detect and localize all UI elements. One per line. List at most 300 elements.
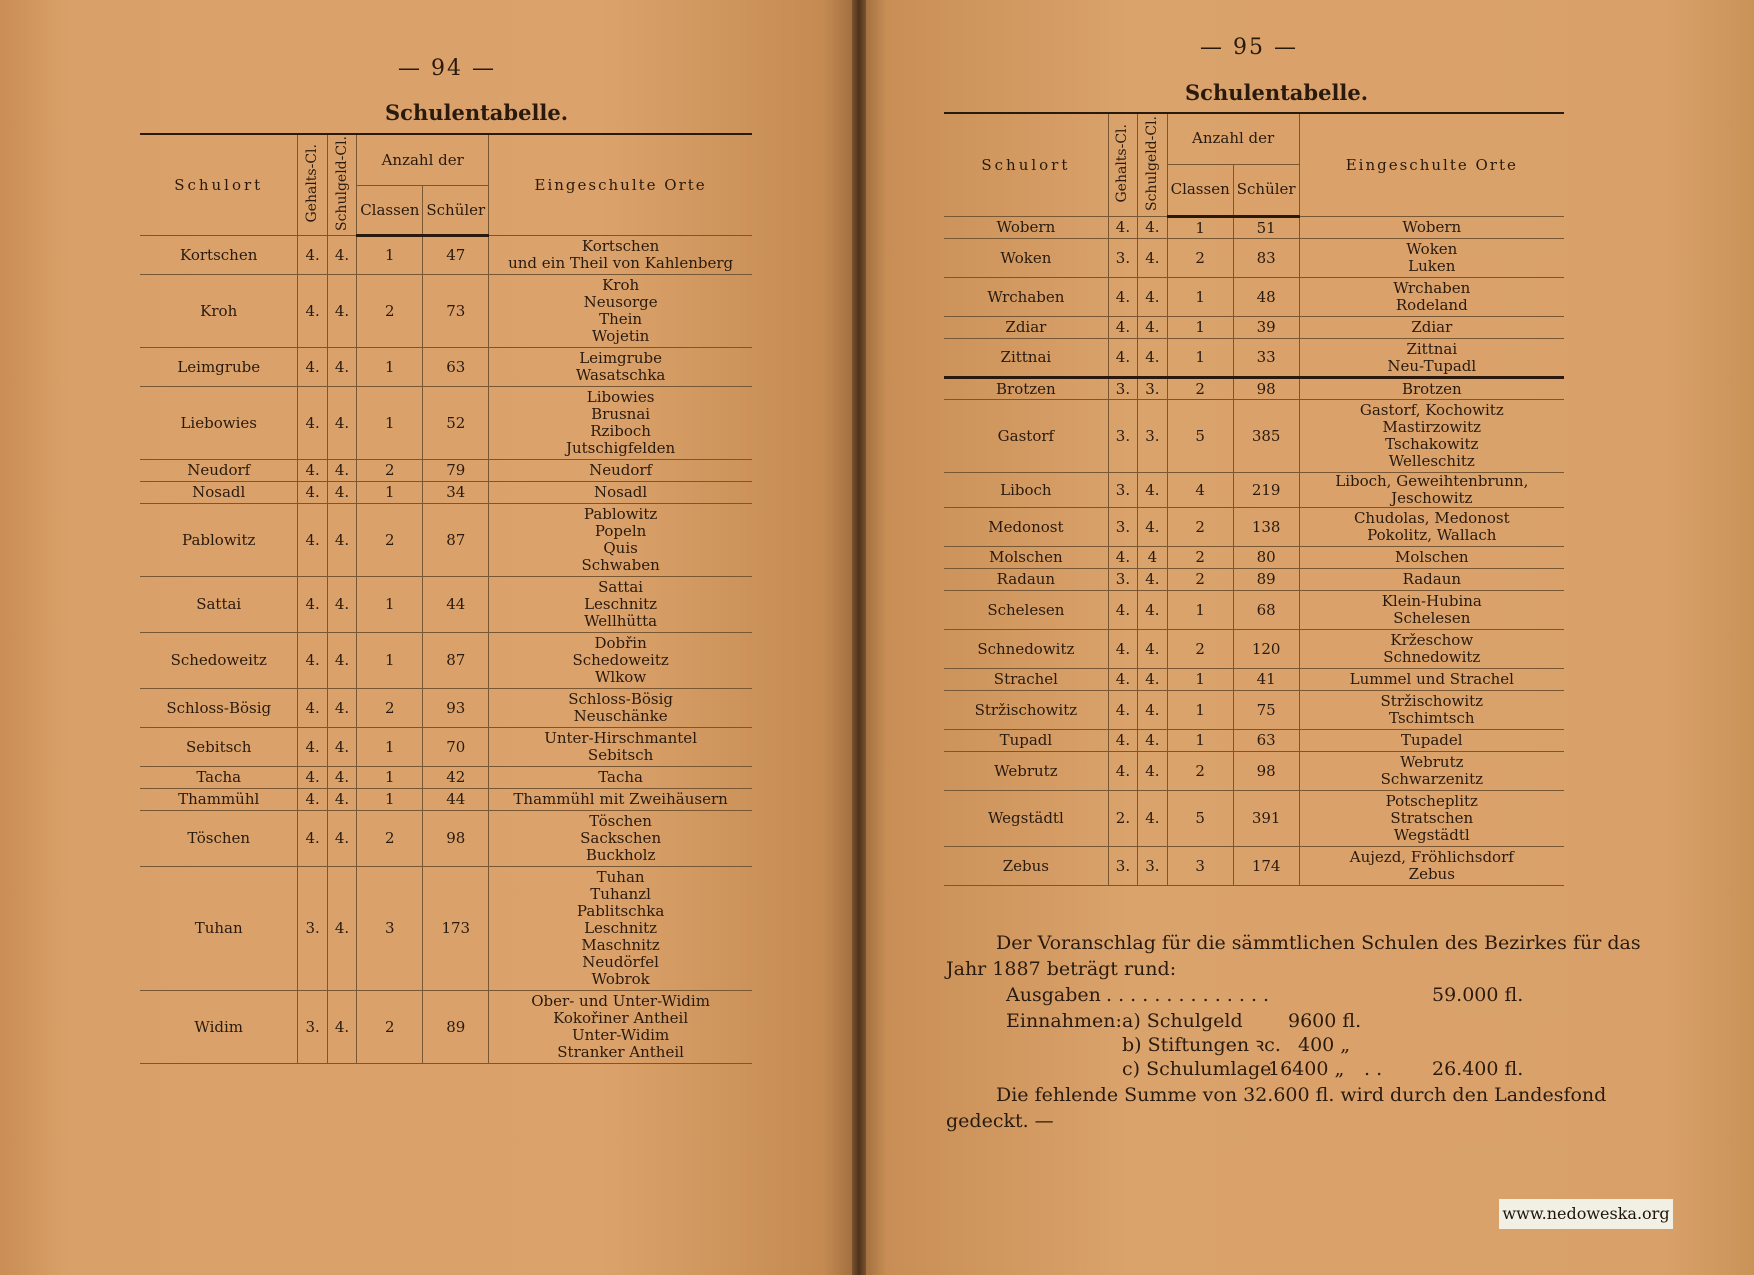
pupil-count: 98 (1233, 378, 1299, 400)
header-gehalts-cl: Gehalts-Cl. (298, 134, 327, 236)
fee-class: 4. (327, 728, 356, 767)
header-schueler: Schüler (1233, 164, 1299, 216)
pupil-count: 47 (423, 236, 489, 275)
included-place: Wasatschka (575, 366, 666, 384)
header-schulort: Schulort (944, 113, 1108, 217)
school-place: Tupadl (944, 730, 1108, 752)
fee-class: 4. (1138, 339, 1167, 378)
class-count: 1 (1167, 339, 1233, 378)
included-place: Schwaben (581, 556, 660, 574)
pupil-count: 219 (1233, 473, 1299, 508)
table-row (140, 275, 752, 348)
class-count: 4 (1167, 473, 1233, 508)
included-place: und ein Theil von Kahlenberg (508, 254, 734, 272)
table-row (944, 278, 1564, 317)
included-place: Sattai (598, 578, 644, 596)
fee-class: 4. (327, 789, 356, 811)
pupil-count: 73 (423, 275, 489, 348)
header-schulort: Schulort (140, 134, 298, 236)
included-place: Tacha (598, 768, 643, 786)
included-place: Radaun (1402, 570, 1462, 588)
pupil-count: 68 (1233, 591, 1299, 630)
pupil-count: 138 (1233, 508, 1299, 547)
salary-class: 3. (1108, 508, 1137, 547)
fee-class: 4. (1138, 317, 1167, 339)
class-count: 1 (357, 633, 423, 689)
included-place: Welleschitz (1388, 452, 1475, 470)
pupil-count: 63 (423, 348, 489, 387)
pupil-count: 80 (1233, 547, 1299, 569)
included-place: Stržischowitz (1380, 692, 1484, 710)
included-place: Kokořiner Antheil (553, 1009, 689, 1027)
school-place: Tacha (140, 767, 298, 789)
included-place: Neudörfel (582, 953, 659, 971)
table-row (140, 236, 752, 275)
class-count: 2 (1167, 752, 1233, 791)
class-count: 5 (1167, 400, 1233, 473)
salary-class: 4. (1108, 217, 1137, 239)
school-place: Schelesen (944, 591, 1108, 630)
included-place: Sebitsch (587, 746, 654, 764)
pupil-count: 44 (423, 789, 489, 811)
pupil-count: 41 (1233, 669, 1299, 691)
fee-class: 4. (327, 811, 356, 867)
expenses-value: 59.000 fl. (1432, 984, 1524, 1006)
included-places (1299, 217, 1564, 239)
salary-class: 3. (1108, 847, 1137, 886)
income-total: 26.400 fl. (1432, 1058, 1524, 1080)
fee-class: 4. (1138, 630, 1167, 669)
included-places (489, 633, 752, 689)
class-count: 1 (1167, 317, 1233, 339)
salary-class: 3. (1108, 239, 1137, 278)
pupil-count: 39 (1233, 317, 1299, 339)
included-place: Kortschen (581, 237, 660, 255)
included-place: Pablitschka (576, 902, 665, 920)
table-row (944, 217, 1564, 239)
header-anzahl-der: Anzahl der (357, 134, 489, 186)
included-places (1299, 378, 1564, 400)
table-row (140, 504, 752, 577)
fee-class: 3. (1138, 847, 1167, 886)
income-c-dots: . . (1364, 1058, 1383, 1080)
pupil-count: 89 (423, 991, 489, 1064)
salary-class: 4. (1108, 547, 1137, 569)
included-place: Stratschen (1390, 809, 1474, 827)
pupil-count: 98 (1233, 752, 1299, 791)
fee-class: 4. (1138, 669, 1167, 691)
included-place: Mastirzowitz (1382, 418, 1482, 436)
class-count: 2 (357, 275, 423, 348)
included-place: Webrutz (1400, 753, 1464, 771)
included-place: Wellhütta (584, 612, 658, 630)
included-place: Rziboch (590, 422, 651, 440)
included-place: Thein (599, 310, 643, 328)
pupil-count: 391 (1233, 791, 1299, 847)
fee-class: 4. (327, 275, 356, 348)
included-places (489, 811, 752, 867)
school-place: Töschen (140, 811, 298, 867)
school-place: Wegstädtl (944, 791, 1108, 847)
included-place: Stranker Antheil (557, 1043, 684, 1061)
class-count: 3 (357, 867, 423, 991)
fee-class: 4. (327, 689, 356, 728)
school-place: Neudorf (140, 460, 298, 482)
fee-class: 4. (327, 767, 356, 789)
school-place: Wobern (944, 217, 1108, 239)
included-place: Liboch, Geweihtenbrunn, Jeschowitz (1335, 472, 1529, 507)
header-gehalts-cl: Gehalts-Cl. (1108, 113, 1137, 217)
fee-class: 4. (1138, 752, 1167, 791)
included-place: Wlkow (595, 668, 647, 686)
school-place: Strachel (944, 669, 1108, 691)
pupil-count: 48 (1233, 278, 1299, 317)
included-places (1299, 317, 1564, 339)
pupil-count: 33 (1233, 339, 1299, 378)
salary-class: 4. (298, 504, 327, 577)
salary-class: 4. (298, 689, 327, 728)
table-row (944, 473, 1564, 508)
school-place: Molschen (944, 547, 1108, 569)
included-place: Nosadl (594, 483, 648, 501)
fee-class: 4. (327, 991, 356, 1064)
class-count: 1 (357, 482, 423, 504)
included-place: Schelesen (1393, 609, 1471, 627)
salary-class: 4. (298, 275, 327, 348)
class-count: 1 (357, 348, 423, 387)
left-page-number: — 94 — (398, 56, 496, 81)
salary-class: 3. (1108, 473, 1137, 508)
included-places (489, 577, 752, 633)
fee-class: 4. (327, 387, 356, 460)
class-count: 1 (357, 387, 423, 460)
included-place: Molschen (1395, 548, 1469, 566)
school-place: Radaun (944, 569, 1108, 591)
fee-class: 4. (327, 504, 356, 577)
class-count: 1 (357, 577, 423, 633)
included-place: Schwarzenitz (1380, 770, 1484, 788)
fee-class: 4. (1138, 239, 1167, 278)
income-b-value: 400 „ (1298, 1034, 1351, 1056)
salary-class: 3. (298, 991, 327, 1064)
table-row (944, 630, 1564, 669)
pupil-count: 34 (423, 482, 489, 504)
included-place: Neu-Tupadl (1387, 356, 1477, 375)
table-row (944, 752, 1564, 791)
included-place: Buckholz (585, 846, 656, 864)
included-place: Tschakowitz (1385, 435, 1479, 453)
included-place: Maschnitz (581, 936, 660, 954)
fee-class: 4. (327, 482, 356, 504)
header-schulgeld-cl: Schulgeld-Cl. (327, 134, 356, 236)
table-row (944, 339, 1564, 378)
class-count: 2 (1167, 378, 1233, 400)
included-places (1299, 791, 1564, 847)
class-count: 2 (357, 689, 423, 728)
included-place: Aujezd, Fröhlichsdorf (1349, 848, 1514, 866)
included-place: Chudolas, Medonost (1353, 509, 1510, 527)
class-count: 5 (1167, 791, 1233, 847)
included-place: Kroh (602, 276, 640, 294)
school-place: Gastorf (944, 400, 1108, 473)
included-places (1299, 473, 1564, 508)
included-places (1299, 730, 1564, 752)
included-places (1299, 547, 1564, 569)
class-count: 2 (1167, 547, 1233, 569)
pupil-count: 51 (1233, 217, 1299, 239)
fee-class: 4 (1138, 547, 1167, 569)
salary-class: 4. (1108, 669, 1137, 691)
school-place: Nosadl (140, 482, 298, 504)
included-places (489, 991, 752, 1064)
included-places (1299, 691, 1564, 730)
included-places (489, 504, 752, 577)
salary-class: 4. (1108, 278, 1137, 317)
table-row (944, 508, 1564, 547)
income-c-label: c) Schulumlage (1122, 1058, 1272, 1080)
included-place: Pokolitz, Wallach (1367, 526, 1497, 544)
salary-class: 3. (1108, 400, 1137, 473)
income-a-label: a) Schulgeld (1122, 1010, 1243, 1032)
class-count: 1 (1167, 591, 1233, 630)
included-place: Luken (1408, 257, 1456, 275)
pupil-count: 87 (423, 633, 489, 689)
table-row (944, 547, 1564, 569)
fee-class: 4. (1138, 508, 1167, 547)
budget-line-2: Jahr 1887 beträgt rund: (946, 958, 1177, 980)
school-place: Tuhan (140, 867, 298, 991)
included-places (1299, 569, 1564, 591)
included-place: Wojetin (591, 327, 650, 345)
included-place: Potscheplitz (1385, 792, 1478, 810)
class-count: 2 (357, 504, 423, 577)
pupil-count: 385 (1233, 400, 1299, 473)
salary-class: 3. (1108, 569, 1137, 591)
school-place: Webrutz (944, 752, 1108, 791)
salary-class: 3. (1108, 378, 1137, 400)
included-places (1299, 630, 1564, 669)
book-gutter (852, 0, 866, 1275)
included-places (489, 789, 752, 811)
included-places (489, 482, 752, 504)
table-row (140, 387, 752, 460)
included-place: Thammühl mit Zweihäusern (513, 790, 728, 808)
pupil-count: 120 (1233, 630, 1299, 669)
table-row (140, 577, 752, 633)
pupil-count: 87 (423, 504, 489, 577)
salary-class: 4. (298, 348, 327, 387)
table-row (140, 789, 752, 811)
header-eingeschulte-orte: Eingeschulte Orte (489, 134, 752, 236)
fee-class: 4. (1138, 791, 1167, 847)
included-places (1299, 669, 1564, 691)
expenses-dots: . . . . . . . . . . . . . . (1106, 984, 1270, 1006)
salary-class: 3. (298, 867, 327, 991)
salary-class: 4. (298, 633, 327, 689)
pupil-count: 89 (1233, 569, 1299, 591)
included-place: Gastorf, Kochowitz (1359, 401, 1504, 419)
included-place: Klein-Hubina (1381, 592, 1482, 610)
table-row (944, 791, 1564, 847)
school-place: Liebowies (140, 387, 298, 460)
included-places (489, 387, 752, 460)
salary-class: 2. (1108, 791, 1137, 847)
right-page-title: Schulentabelle. (1185, 80, 1369, 105)
class-count: 2 (357, 811, 423, 867)
included-places (489, 867, 752, 991)
included-places (489, 767, 752, 789)
table-row (140, 811, 752, 867)
included-place: Wegstädtl (1393, 826, 1470, 844)
included-place: Neusorge (583, 293, 658, 311)
included-place: Sackschen (580, 829, 662, 847)
table-row (944, 317, 1564, 339)
school-place: Thammühl (140, 789, 298, 811)
class-count: 1 (1167, 217, 1233, 239)
fee-class: 3. (1138, 378, 1167, 400)
table-row (944, 669, 1564, 691)
header-schueler: Schüler (423, 186, 489, 236)
included-place: Wrchaben (1393, 279, 1471, 297)
budget-line-1: Der Voranschlag für die sämmtlichen Schulen des Bezirkes für das (996, 932, 1641, 954)
table-row (944, 239, 1564, 278)
included-place: Dobřin (594, 634, 647, 652)
pupil-count: 79 (423, 460, 489, 482)
class-count: 2 (1167, 569, 1233, 591)
included-places (1299, 752, 1564, 791)
pupil-count: 173 (423, 867, 489, 991)
included-places (489, 348, 752, 387)
included-places (1299, 400, 1564, 473)
header-classen: Classen (357, 186, 423, 236)
table-row (140, 767, 752, 789)
fee-class: 4. (327, 460, 356, 482)
included-place: Zittnai (1406, 339, 1458, 358)
pupil-count: 44 (423, 577, 489, 633)
table-row (140, 348, 752, 387)
class-count: 2 (357, 991, 423, 1064)
fee-class: 4. (1138, 217, 1167, 239)
included-place: Tuhan (596, 868, 645, 886)
fee-class: 3. (1138, 400, 1167, 473)
fee-class: 4. (1138, 730, 1167, 752)
class-count: 1 (1167, 278, 1233, 317)
included-place: Leschnitz (584, 595, 658, 613)
fee-class: 4. (1138, 278, 1167, 317)
table-row (140, 728, 752, 767)
table-row (140, 482, 752, 504)
salary-class: 4. (1108, 630, 1137, 669)
included-places (1299, 278, 1564, 317)
included-place: Rodeland (1395, 296, 1468, 314)
salary-class: 4. (1108, 691, 1137, 730)
class-count: 1 (357, 728, 423, 767)
class-count: 1 (1167, 691, 1233, 730)
income-a-value: 9600 fl. (1288, 1010, 1362, 1032)
included-place: Quis (603, 539, 638, 557)
included-place: Zdiar (1411, 318, 1453, 336)
included-place: Unter-Hirschmantel (544, 729, 697, 747)
included-place: Jutschigfelden (565, 439, 676, 457)
school-place: Schnedowitz (944, 630, 1108, 669)
included-place: Schedoweitz (572, 651, 669, 669)
income-c-value: 16400 „ (1268, 1058, 1345, 1080)
included-place: Lummel und Strachel (1349, 670, 1514, 688)
school-place: Zebus (944, 847, 1108, 886)
included-place: Töschen (589, 812, 652, 830)
included-place: Pablowitz (583, 505, 658, 523)
salary-class: 4. (298, 460, 327, 482)
left-school-table (140, 133, 752, 1064)
included-place: Schnedowitz (1383, 648, 1481, 666)
school-place: Widim (140, 991, 298, 1064)
table-row (944, 691, 1564, 730)
pupil-count: 174 (1233, 847, 1299, 886)
fee-class: 4. (327, 577, 356, 633)
included-places (1299, 339, 1564, 378)
included-places (489, 236, 752, 275)
fee-class: 4. (327, 633, 356, 689)
school-place: Leimgrube (140, 348, 298, 387)
salary-class: 4. (1108, 730, 1137, 752)
table-row (140, 867, 752, 991)
included-place: Unter-Widim (572, 1026, 670, 1044)
expenses-label: Ausgaben (1006, 984, 1101, 1006)
included-places (1299, 591, 1564, 630)
pupil-count: 93 (423, 689, 489, 728)
school-place: Kroh (140, 275, 298, 348)
included-place: Leschnitz (584, 919, 658, 937)
school-place: Wrchaben (944, 278, 1108, 317)
salary-class: 4. (298, 577, 327, 633)
fee-class: 4. (1138, 473, 1167, 508)
fee-class: 4. (327, 348, 356, 387)
header-eingeschulte-orte: Eingeschulte Orte (1299, 113, 1564, 217)
included-place: Schloss-Bösig (568, 690, 673, 708)
class-count: 2 (1167, 630, 1233, 669)
pupil-count: 98 (423, 811, 489, 867)
salary-class: 4. (298, 728, 327, 767)
table-row (944, 847, 1564, 886)
included-places (489, 689, 752, 728)
included-places (489, 728, 752, 767)
fee-class: 4. (1138, 691, 1167, 730)
class-count: 3 (1167, 847, 1233, 886)
school-place: Brotzen (944, 378, 1108, 400)
budget-missing-line: Die fehlende Summe von 32.600 fl. wird durch den Landesfond (996, 1084, 1607, 1106)
right-page-number: — 95 — (1200, 35, 1298, 60)
fee-class: 4. (327, 867, 356, 991)
table-row (944, 730, 1564, 752)
included-place: Libowies (586, 388, 655, 406)
table-row (140, 689, 752, 728)
salary-class: 4. (298, 236, 327, 275)
school-place: Zdiar (944, 317, 1108, 339)
included-place: Popeln (594, 522, 647, 540)
class-count: 1 (357, 767, 423, 789)
salary-class: 4. (1108, 752, 1137, 791)
school-place: Medonost (944, 508, 1108, 547)
class-count: 2 (1167, 239, 1233, 278)
income-label: Einnahmen: (1006, 1010, 1122, 1032)
included-place: Wobern (1402, 218, 1462, 236)
school-place: Pablowitz (140, 504, 298, 577)
included-place: Brotzen (1401, 379, 1462, 398)
pupil-count: 63 (1233, 730, 1299, 752)
included-place: Neuschänke (573, 707, 668, 725)
watermark: www.nedoweska.org (1499, 1199, 1673, 1229)
school-place: Liboch (944, 473, 1108, 508)
